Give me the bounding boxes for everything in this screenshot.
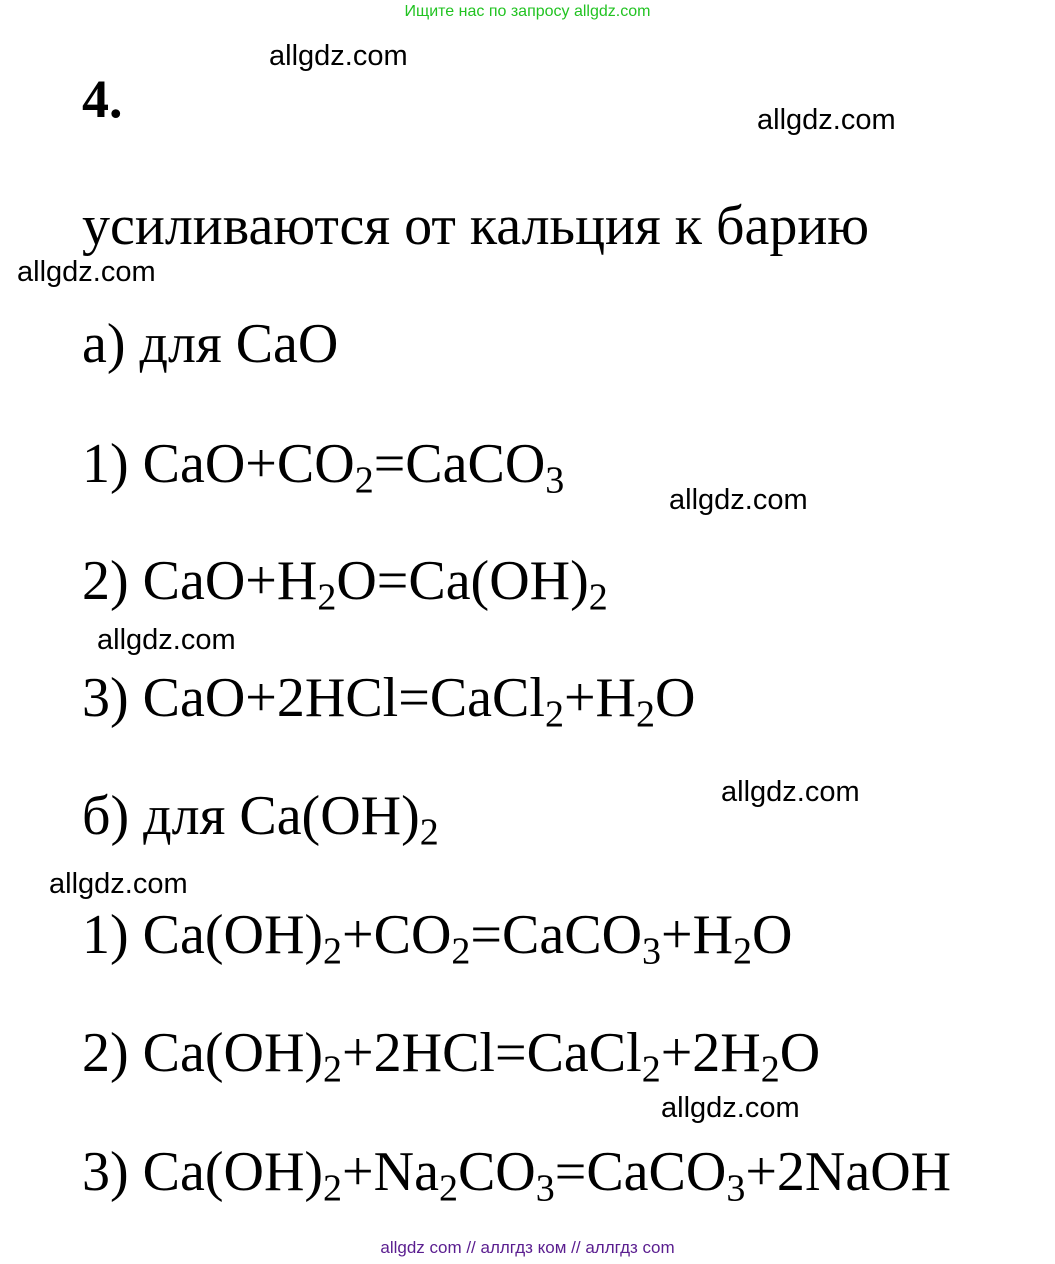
formula-part: O <box>779 1022 821 1084</box>
equation-number: 1) <box>82 433 143 495</box>
formula-subscript: 2 <box>451 930 471 973</box>
equation-a1 <box>82 433 565 502</box>
formula-part: =CaCO <box>554 1141 727 1203</box>
formula-part: Ca(OH) <box>142 1141 324 1203</box>
formula-subscript: 3 <box>642 930 662 973</box>
watermark: allgdz.com <box>661 1092 800 1124</box>
section-b-heading <box>82 785 439 854</box>
equation-number: 2) <box>82 1022 143 1084</box>
formula-subscript: 2 <box>588 576 608 619</box>
formula-part: =CaCO <box>373 433 546 495</box>
formula-part: +2NaOH <box>745 1141 952 1203</box>
formula-part: CaO+H <box>142 550 318 612</box>
formula-part: +H <box>661 904 734 966</box>
watermark: allgdz.com <box>97 624 236 656</box>
formula-part: +H <box>563 667 636 729</box>
formula-part: +2H <box>660 1022 761 1084</box>
formula-part: CaO+CO <box>142 433 355 495</box>
formula-subscript: 2 <box>635 693 655 736</box>
equation-number: 2) <box>82 550 143 612</box>
formula-subscript: 2 <box>438 1167 458 1210</box>
watermark: allgdz.com <box>757 104 896 136</box>
formula-part: +2HCl=CaCl <box>342 1022 642 1084</box>
equation-number: 1) <box>82 904 143 966</box>
formula-part: O <box>654 667 696 729</box>
formula-part: Ca(OH) <box>142 904 324 966</box>
formula-subscript: 2 <box>760 1048 780 1091</box>
formula-part: O=Ca(OH) <box>336 550 589 612</box>
formula-part: =CaCO <box>470 904 643 966</box>
formula-subscript: 2 <box>323 1048 343 1091</box>
formula-part: CaO+2HCl=CaCl <box>142 667 545 729</box>
formula-subscript: 2 <box>317 576 337 619</box>
watermark: allgdz.com <box>269 40 408 72</box>
equation-a3 <box>82 667 696 736</box>
equation-b3 <box>82 1141 952 1210</box>
formula-subscript: 3 <box>535 1167 555 1210</box>
formula-part: CO <box>457 1141 536 1203</box>
formula-part: Ca(OH) <box>142 1022 324 1084</box>
equation-b1 <box>82 904 793 973</box>
equation-number: 3) <box>82 1141 143 1203</box>
footer-links[interactable]: allgdz com // аллгдз ком // аллгдз com <box>380 1238 675 1257</box>
formula-subscript: 2 <box>323 930 343 973</box>
watermark: allgdz.com <box>721 776 860 808</box>
watermark: allgdz.com <box>49 868 188 900</box>
section-b-formula: Ca(OH) <box>239 785 420 847</box>
section-b-label: б) для <box>82 785 240 847</box>
formula-subscript: 2 <box>733 930 753 973</box>
formula-subscript: 3 <box>545 459 565 502</box>
formula-subscript: 2 <box>641 1048 661 1091</box>
equation-b2 <box>82 1022 821 1091</box>
formula-subscript: 2 <box>544 693 564 736</box>
section-a-label: а) для <box>82 313 236 375</box>
formula-subscript: 2 <box>419 811 439 854</box>
formula-part: O <box>752 904 793 966</box>
equation-number: 3) <box>82 667 143 729</box>
section-a-heading <box>82 313 339 375</box>
equation-a2 <box>82 550 608 619</box>
formula-part: +CO <box>342 904 452 966</box>
watermark: allgdz.com <box>17 256 156 288</box>
top-banner-link[interactable]: Ищите нас по запросу allgdz.com <box>404 3 651 20</box>
formula-subscript: 2 <box>354 459 374 502</box>
formula-subscript: 3 <box>726 1167 746 1210</box>
formula-part: +Na <box>342 1141 439 1203</box>
watermark: allgdz.com <box>669 484 808 516</box>
section-a-formula: CaO <box>235 313 339 375</box>
formula-subscript: 2 <box>323 1167 343 1210</box>
task-statement: усиливаются от кальция к барию <box>82 195 870 257</box>
task-number: 4. <box>82 69 123 129</box>
